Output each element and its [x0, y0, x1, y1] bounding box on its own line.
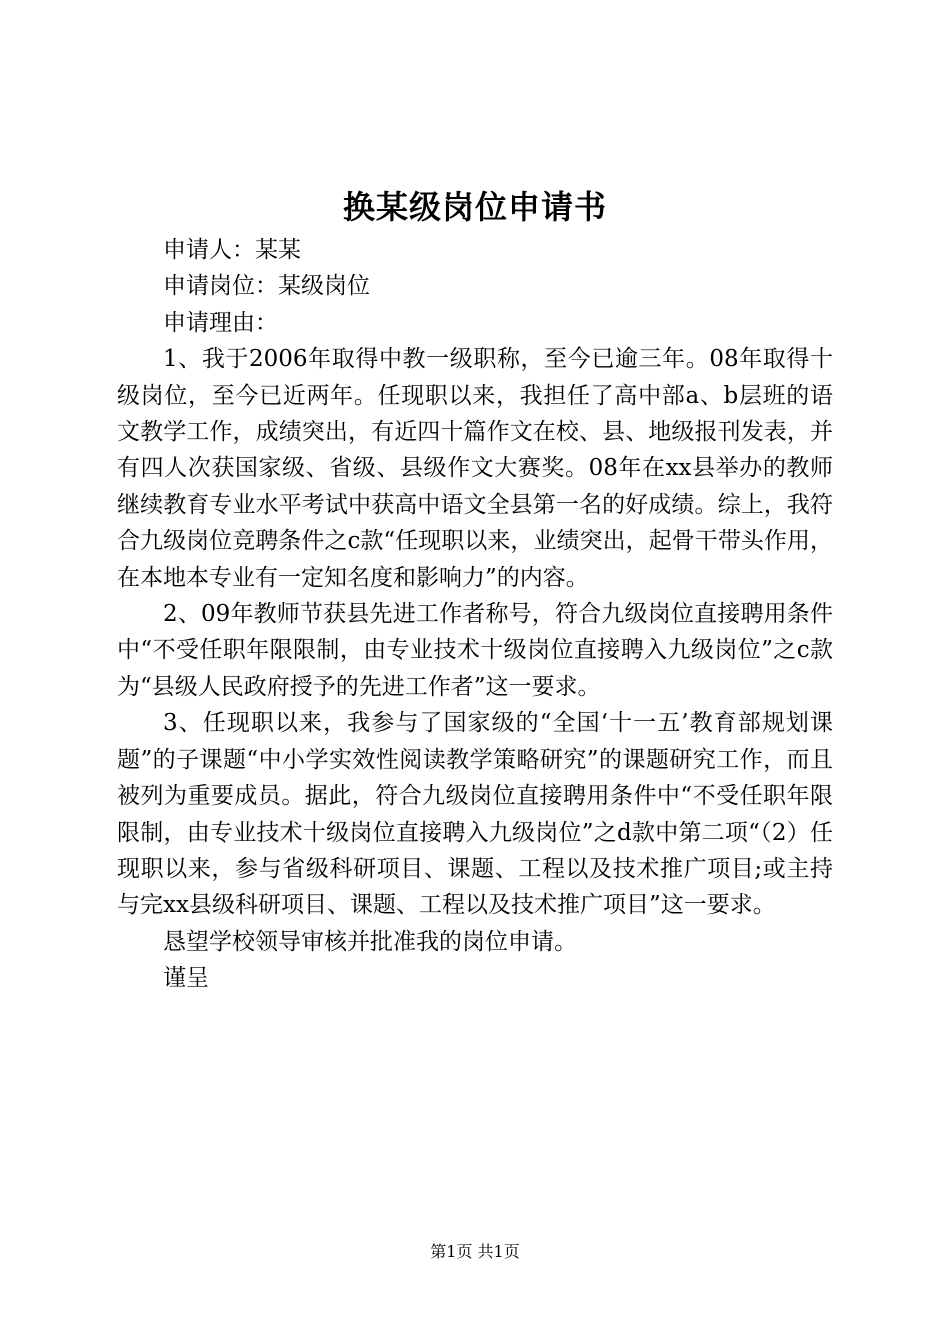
- reason-paragraph-3: 3、任现职以来，我参与了国家级的“全国‘十一五’教育部规划课题”的子课题“中小学实效性阅读教学策略研究”的课题研究工作，而且被列为重要成员。据此，符合九级岗位直接聘用条件中“不受任职年限限制，由专业技术十级岗位直接聘入九级岗位”之d款中第二项“（2）任现职以来，参与省级科研项目、课题、工程以及技术推广项目;或主持与完xx县级科研项目、课题、工程以及技术推广项目”这一要求。: [117, 710, 833, 919]
- reason-label: 申请理由：: [163, 309, 278, 336]
- document-body: [117, 232, 833, 997]
- reason-paragraph-2: 2、09年教师节获县先进工作者称号，符合九级岗位直接聘用条件中“不受任职年限限制，由专业技术十级岗位直接聘入九级岗位”之c款为“县级人民政府授予的先进工作者”这一要求。: [117, 601, 833, 700]
- closing-line: 谨呈: [163, 965, 209, 992]
- document-title: 换某级岗位申请书: [342, 188, 607, 226]
- page-footer: 第1页 共1页: [430, 1242, 520, 1261]
- reason-paragraph-1: 1、我于2006年取得中教一级职称，至今已逾三年。08年取得十级岗位，至今已近两年。任现职以来，我担任了高中部a、b层班的语文教学工作，成绩突出，有近四十篇作文在校、县、地级报刊发表，并有四人次获国家级、省级、县级作文大赛奖。08年在xx县举办的教师继续教育专业水平考试中获高中语文全县第一名的好成绩。综上，我符合九级岗位竞聘条件之c款“任现职以来，业绩突出，起骨干带头作用，在本地本专业有一定知名度和影响力”的内容。: [117, 346, 833, 591]
- applicant-line: 申请人：某某: [163, 237, 301, 263]
- position-line: 申请岗位：某级岗位: [163, 273, 370, 300]
- request-line: 恳望学校领导审核并批准我的岗位申请。: [163, 928, 577, 955]
